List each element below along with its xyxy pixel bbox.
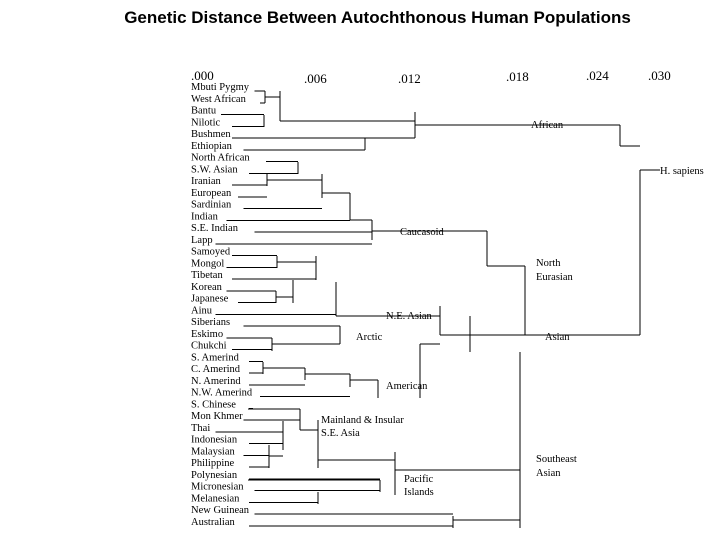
axis-tick-1: .006 [304, 71, 327, 86]
population-label: Chukchi [191, 340, 227, 352]
group-label-pacific: Pacific [404, 474, 434, 485]
page-title: Genetic Distance Between Autochthonous Human Populations [124, 8, 631, 27]
population-label: Korean [191, 281, 222, 293]
group-label-se-asia: S.E. Asia [321, 428, 360, 439]
population-label: Bantu [191, 105, 217, 117]
group-label-asian: Asian [545, 332, 570, 343]
group-label-mainland: Mainland & Insular [321, 415, 404, 426]
group-label-american: American [386, 381, 428, 392]
axis-tick-2: .012 [398, 71, 421, 86]
population-label: Eskimo [191, 328, 224, 340]
population-label: Bushmen [191, 129, 231, 140]
population-label: C. Amerind [191, 364, 240, 375]
population-label: Tibetan [191, 270, 223, 281]
group-label-islands: Islands [404, 487, 434, 498]
population-label: New Guinean [191, 505, 250, 516]
population-label: Ainu [191, 305, 212, 317]
population-label: S.W. Asian [191, 164, 238, 176]
population-label: Thai [191, 422, 211, 434]
axis-tick-0: .000 [191, 68, 214, 83]
population-label: Lapp [191, 234, 213, 246]
population-label: Polynesian [191, 469, 238, 481]
group-label-southeast-asian: Asian [536, 468, 561, 479]
group-label-north: North [536, 258, 561, 269]
population-label: Ethiopian [191, 140, 232, 152]
tree-branches [248, 91, 660, 528]
population-label: Indian [191, 211, 218, 223]
population-label: Philippine [191, 458, 235, 469]
axis-ticks [191, 68, 671, 86]
population-label: S. Chinese [191, 399, 236, 411]
population-label: Australian [191, 516, 235, 528]
population-label: Malaysian [191, 446, 235, 458]
group-label-african: African [531, 120, 564, 131]
population-label: N. Amerind [191, 375, 241, 387]
population-label: Mbuti Pygmy [191, 82, 250, 93]
population-label: West African [191, 93, 246, 105]
group-label-eurasian: Eurasian [536, 272, 573, 283]
group-label-arctic: Arctic [356, 332, 383, 343]
group-labels [321, 120, 704, 498]
population-label: Sardinian [191, 199, 232, 211]
population-label: Melanesian [191, 493, 240, 505]
population-label: Siberians [191, 317, 231, 328]
group-label-caucasoid: Caucasoid [400, 227, 444, 238]
population-label: European [191, 187, 232, 199]
population-label: Nilotic [191, 117, 221, 129]
population-label: N.W. Amerind [191, 387, 253, 399]
leaf-lines [215, 91, 453, 526]
axis-tick-5: .030 [648, 68, 671, 83]
population-label: S.E. Indian [191, 223, 238, 234]
population-label: Japanese [191, 293, 229, 305]
population-label: Samoyed [191, 246, 231, 258]
population-label: Mon Khmer [191, 411, 243, 422]
group-label-ne-asian: N.E. Asian [386, 311, 432, 322]
population-labels [191, 82, 253, 528]
population-label: Indonesian [191, 434, 238, 446]
population-label: North African [191, 152, 250, 164]
axis-tick-4: .024 [586, 68, 609, 83]
population-label: Micronesian [191, 481, 244, 493]
group-label-h-sapiens: H. sapiens [660, 166, 704, 177]
group-label-southeast: Southeast [536, 454, 577, 465]
population-label: S. Amerind [191, 352, 239, 364]
population-label: Mongol [191, 258, 225, 270]
axis-tick-3: .018 [506, 69, 529, 84]
population-label: Iranian [191, 176, 221, 187]
